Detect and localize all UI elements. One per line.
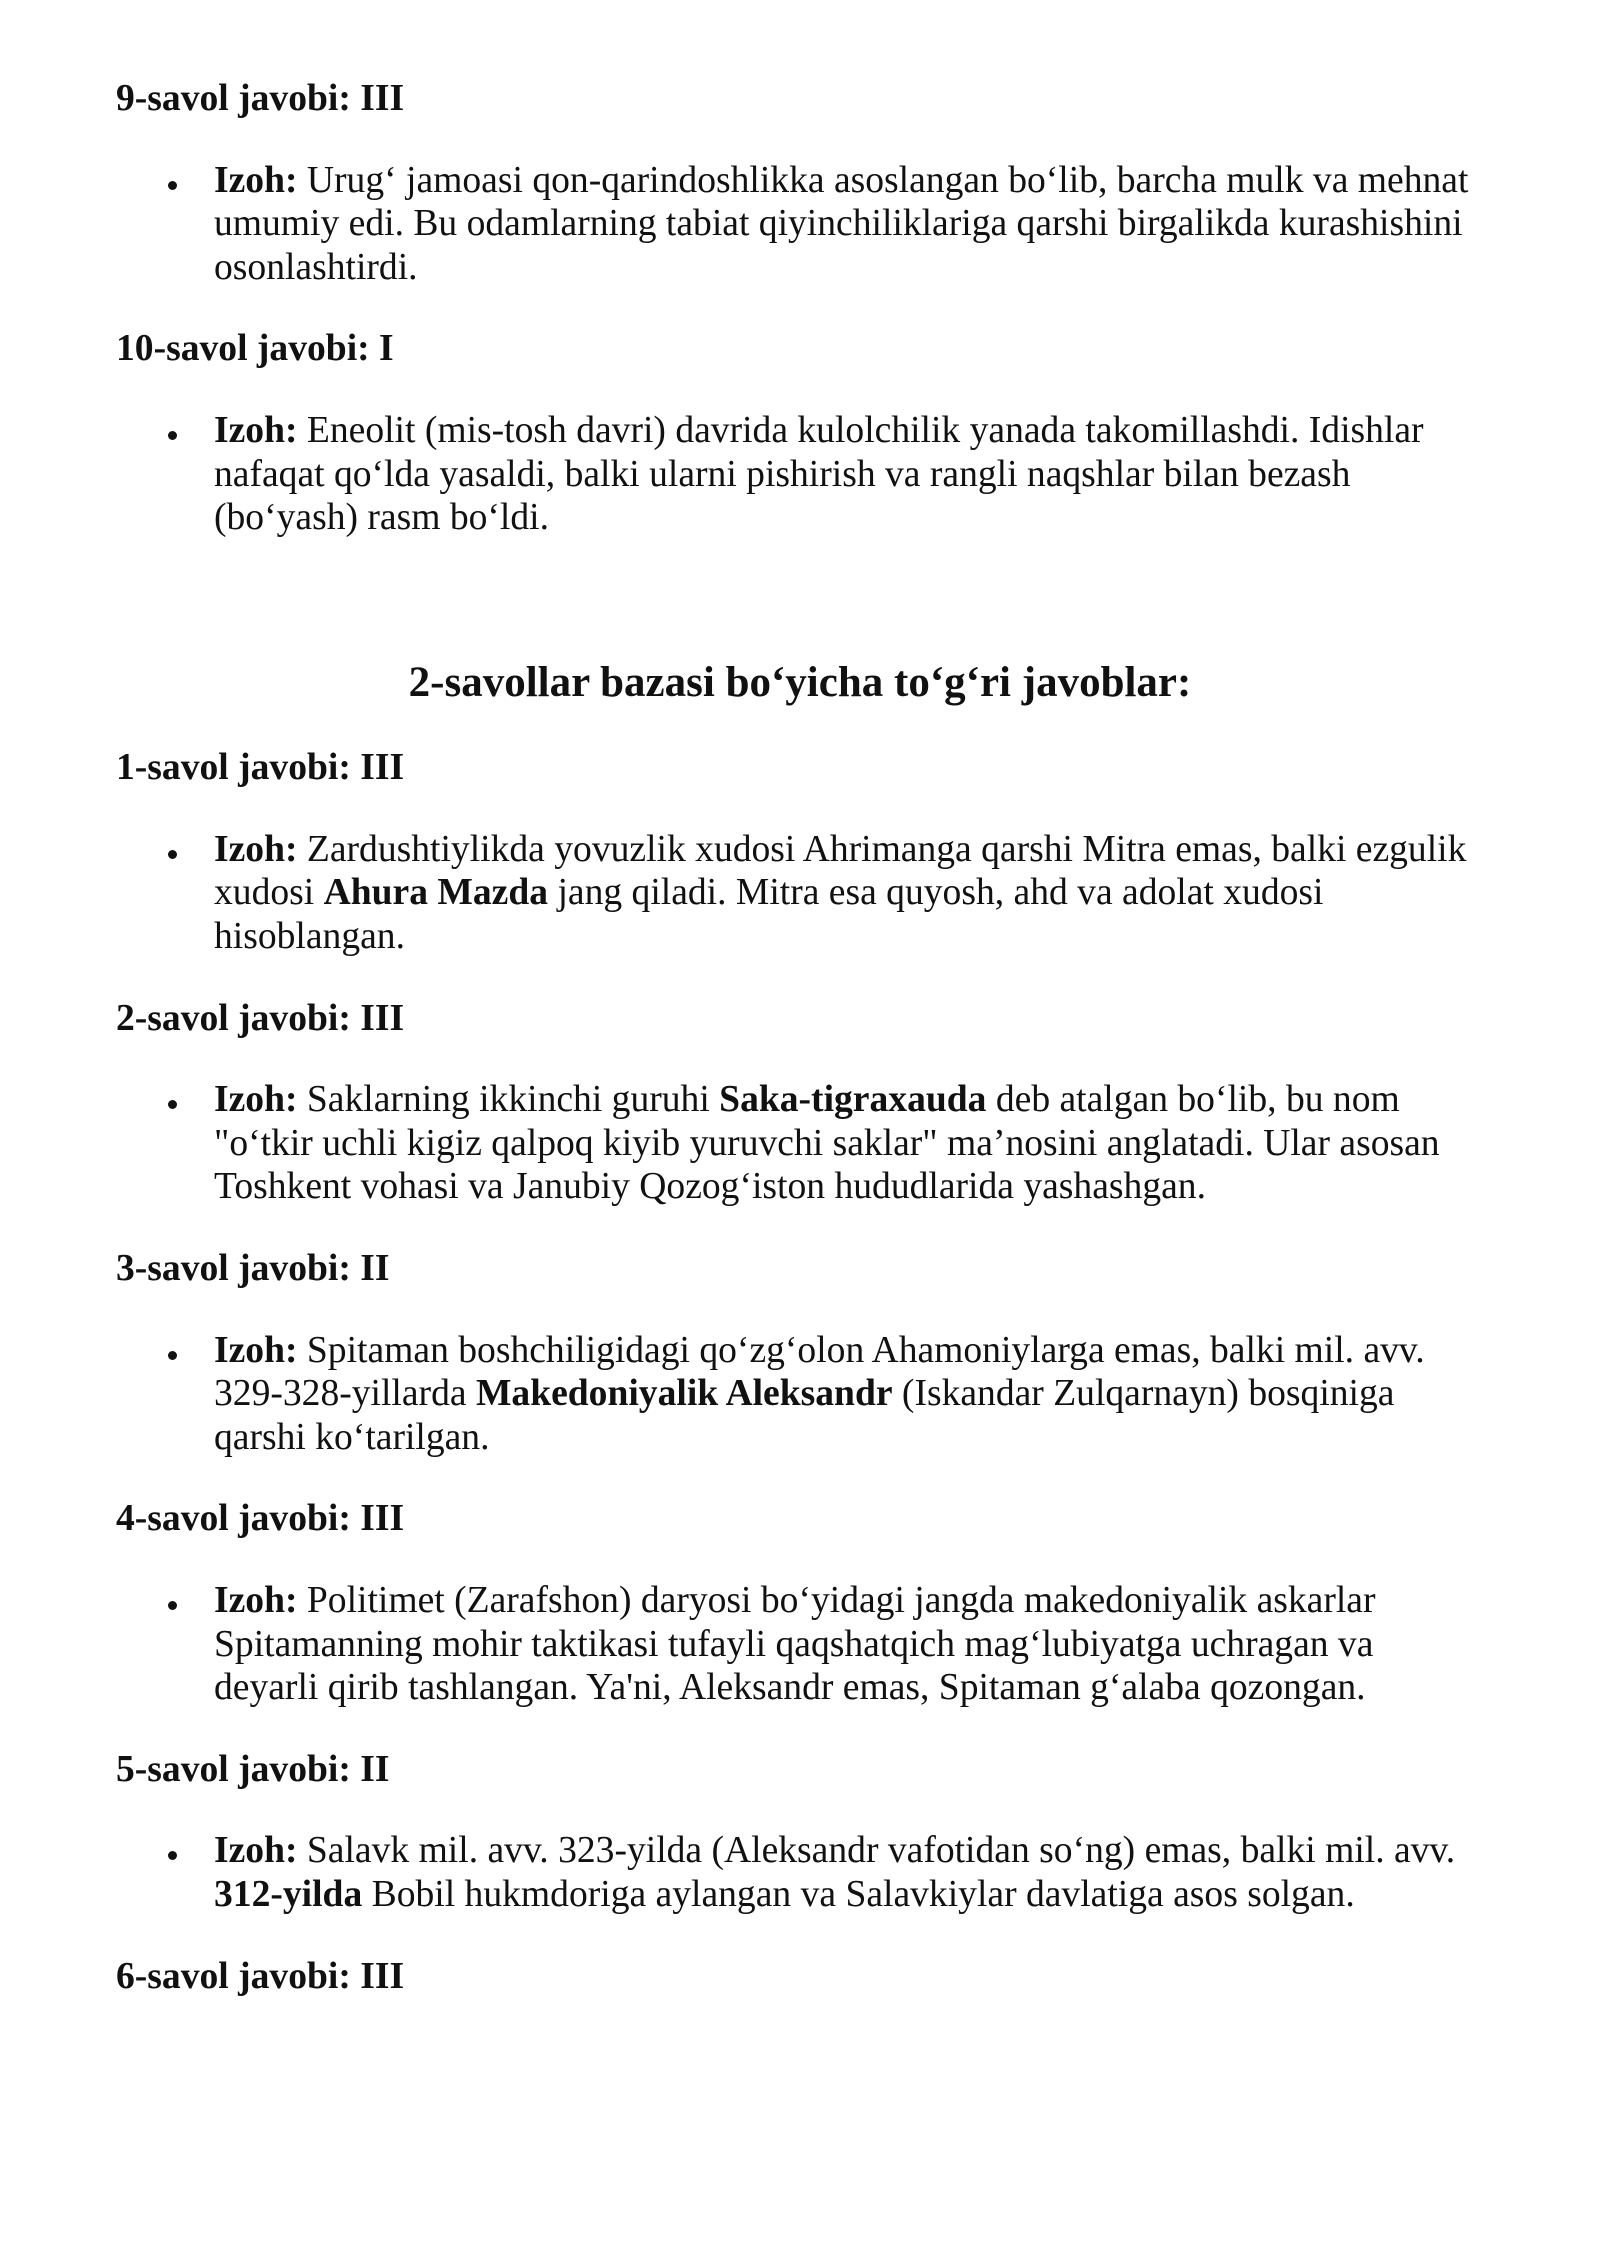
bullet-icon (168, 1851, 177, 1860)
explanation-item (116, 1078, 1484, 1209)
explanation-text (214, 1329, 1484, 1460)
explanation-body: Bobil hukmdoriga aylangan va Salavkiylar davlatiga asos solgan. (362, 1873, 1355, 1915)
explanation-label: Izoh: (214, 1579, 298, 1621)
explanation-body: Politimet (Zarafshon) daryosi bo‘yidagi jangda makedoniyalik askarlar Spitamanning mohir taktikasi tufayli qaqshatqich mag‘lubiyatga uchragan va deyarli qirib tashlangan. Ya'ni, Aleksandr emas, Spitaman g‘alaba qozongan. (214, 1579, 1376, 1709)
explanation-label: Izoh: (214, 409, 298, 451)
explanation-item (116, 159, 1484, 290)
explanation-emphasis: Makedoniyalik Aleksandr (475, 1373, 893, 1415)
explanation-text (214, 1829, 1484, 1916)
explanation-item (116, 828, 1484, 959)
answers-section-1 (116, 77, 1484, 540)
explanation-label: Izoh: (214, 1830, 298, 1872)
explanation-label: Izoh: (214, 1329, 298, 1371)
explanation-body: Eneolit (mis-tosh davri) davrida kulolchilik yanada takomillashdi. Idishlar nafaqat qo‘lda yasaldi, balki ularni pishirish va rangli naqshlar bilan bezash (bo‘yash) rasm bo‘ldi. (214, 409, 1424, 539)
explanation-item (116, 409, 1484, 540)
explanation-text (214, 1078, 1484, 1209)
explanation-text (214, 159, 1484, 290)
explanation-body: jang qiladi. Mitra esa quyosh, ahd va adolat xudosi hisoblangan. (214, 872, 1324, 958)
explanation-text (214, 409, 1484, 540)
explanation-body: (Iskandar Zulqarnayn) bosqiniga qarshi ko‘tarilgan. (214, 1373, 1395, 1458)
answer-heading: 2-savol javobi: III (116, 997, 405, 1039)
answer-heading: 10-savol javobi: I (116, 328, 394, 370)
explanation-item (116, 1829, 1484, 1916)
answer-heading: 9-savol javobi: III (116, 78, 405, 119)
explanation-emphasis: Ahura Mazda (323, 872, 549, 914)
explanation-body: Zardushtiylikda yovuzlik xudosi Ahrimanga qarshi Mitra emas, balki ezgulik xudosi (214, 828, 1467, 914)
explanation-item (116, 1329, 1484, 1460)
answer-heading: 5-savol javobi: II (116, 1748, 390, 1790)
answer-heading: 6-savol javobi: III (116, 1955, 405, 1997)
explanation-body: Spitaman boshchiligidagi qo‘zg‘olon Ahamoniylarga emas, balki mil. avv. 329-328-yillarda (214, 1329, 1425, 1415)
explanation-text (214, 828, 1484, 959)
explanation-body: Salavk mil. avv. 323-yilda (Aleksandr vafotidan so‘ng) emas, balki mil. avv. (306, 1830, 1456, 1872)
explanation-label: Izoh: (214, 1079, 298, 1121)
explanation-body: Saklarning ikkinchi guruhi (297, 1079, 720, 1121)
bullet-icon (168, 1601, 177, 1610)
explanation-item (116, 1579, 1484, 1710)
bullet-icon (168, 850, 177, 859)
explanation-emphasis: Saka-tigraxauda (719, 1079, 987, 1121)
explanation-body: deb atalgan bo‘lib, bu nom "o‘tkir uchli kigiz qalpoq kiyib yuruvchi saklar" ma’nosini anglatadi. Ular asosan Toshkent vohasi va Janubiy Qozog‘iston hududlarida yashashgan. (214, 1079, 1440, 1208)
bullet-icon (168, 181, 177, 190)
bullet-icon (168, 1351, 177, 1360)
explanation-emphasis: 312-yilda (214, 1873, 363, 1915)
bullet-icon (168, 431, 177, 440)
explanation-label: Izoh: (214, 159, 298, 201)
answers-section-2 (116, 658, 1484, 1998)
answer-heading: 3-savol javobi: II (116, 1248, 390, 1289)
section-title: 2-savollar bazasi bo‘yicha to‘g‘ri javoblar: (408, 658, 1192, 706)
answer-heading: 1-savol javobi: III (116, 747, 405, 789)
bullet-icon (168, 1100, 177, 1109)
explanation-label: Izoh: (214, 828, 298, 870)
explanation-text (214, 1579, 1484, 1710)
explanation-body: Urug‘ jamoasi qon-qarindoshlikka asoslangan bo‘lib, barcha mulk va mehnat umumiy edi. Bu odamlarning tabiat qiyinchiliklariga qarshi birgalikda kurashishini osonlashtirdi. (214, 159, 1469, 288)
answer-heading: 4-savol javobi: III (116, 1498, 405, 1540)
